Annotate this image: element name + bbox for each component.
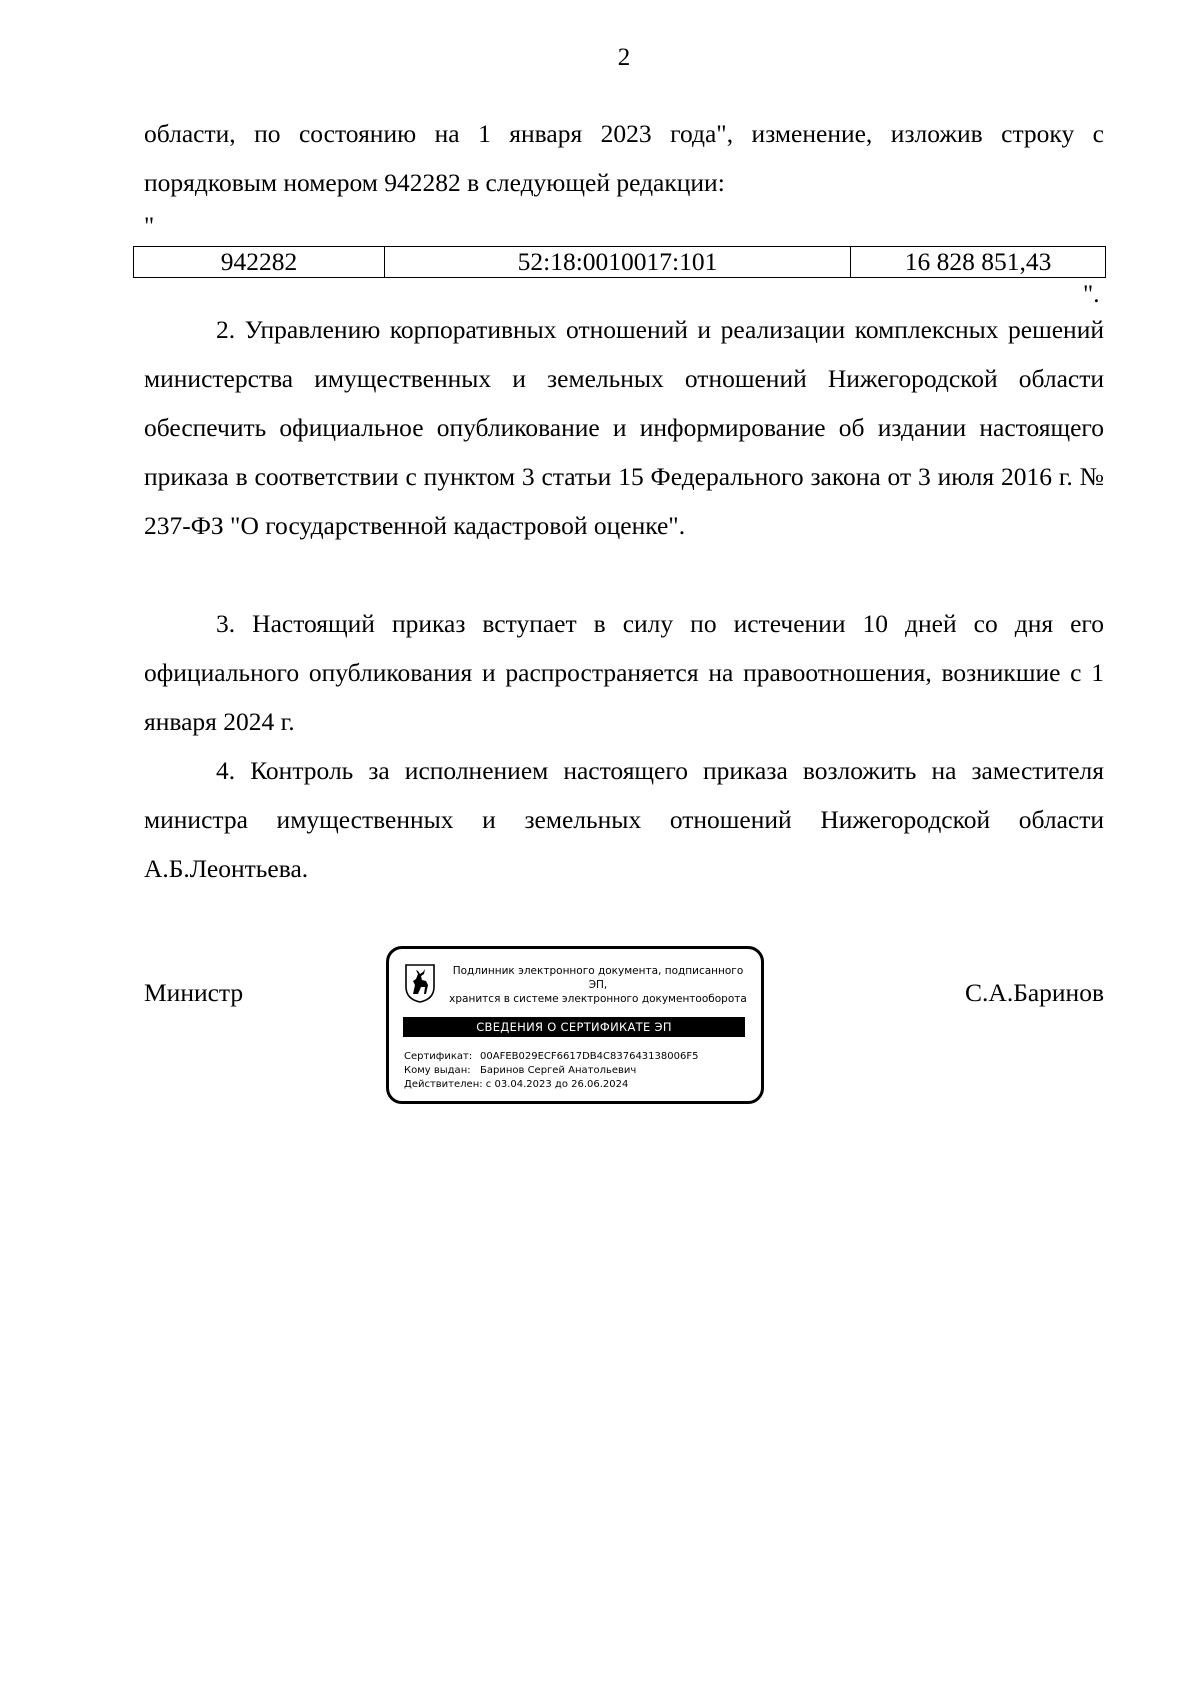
issued-to-line	[404, 1064, 754, 1078]
paragraph-2: 2. Управлению корпоративных отношений и реализации комплексных решений министерства имущественных и земельных отношений Нижегородской области обеспечить официальное опубликование и информирование об издании настоящего приказа в соответствии с пунктом 3 статьи 15 Федерального закона от 3 июля 2016 г. № 237-ФЗ "О государственной кадастровой оценке".	[144, 315, 1104, 540]
page-number: 2	[617, 44, 631, 71]
paragraph-3: 3. Настоящий приказ вступает в силу по истечении 10 дней со дня его официального опубликования и распространяется на правоотношения, возникшие с 1 января 2024 г.	[144, 609, 1104, 736]
issued-to-value: Баринов Сергей Анатольевич	[480, 1065, 637, 1076]
cadastral-value-cell: 16 828 851,43	[851, 247, 1106, 278]
stamp-certificate-info	[404, 1050, 754, 1092]
quote-open: "	[144, 213, 155, 240]
row-number-cell: 942282	[134, 247, 385, 278]
certificate-value: 00AFEB029ECF6617DB4C837643138006F5	[480, 1051, 699, 1062]
table-row	[134, 247, 1106, 278]
stamp-header	[443, 964, 753, 1006]
quote-close: ".	[1083, 281, 1100, 308]
paragraph-4: 4. Контроль за исполнением настоящего приказа возложить на заместителя министра имущественных и земельных отношений Нижегородской области А.Б.Леонтьева.	[144, 756, 1104, 883]
signer-name: С.А.Баринов	[965, 978, 1104, 1007]
issued-to-label: Кому выдан:	[404, 1065, 471, 1076]
cadastral-number-cell: 52:18:0010017:101	[385, 247, 851, 278]
certificate-line	[404, 1050, 754, 1064]
deer-coat-of-arms-icon	[404, 963, 436, 1003]
stamp-header-line2: хранится в системе электронного документооборота	[449, 993, 747, 1005]
signer-title: Министр	[144, 978, 244, 1007]
certificate-label: Сертификат:	[404, 1051, 473, 1062]
electronic-signature-stamp	[386, 946, 764, 1104]
valid-label: Действителен:	[404, 1079, 483, 1090]
intro-paragraph: области, по состоянию на 1 января 2023 года", изменение, изложив строку с порядковым номером 942282 в следующей редакции:	[144, 119, 1104, 197]
amended-row-table	[133, 246, 1106, 278]
stamp-header-line1: Подлинник электронного документа, подписанного ЭП,	[452, 965, 744, 991]
valid-line	[404, 1078, 754, 1092]
stamp-bar-title: СВЕДЕНИЯ О СЕРТИФИКАТЕ ЭП	[403, 1017, 745, 1037]
valid-value: с 03.04.2023 до 26.06.2024	[485, 1079, 629, 1090]
